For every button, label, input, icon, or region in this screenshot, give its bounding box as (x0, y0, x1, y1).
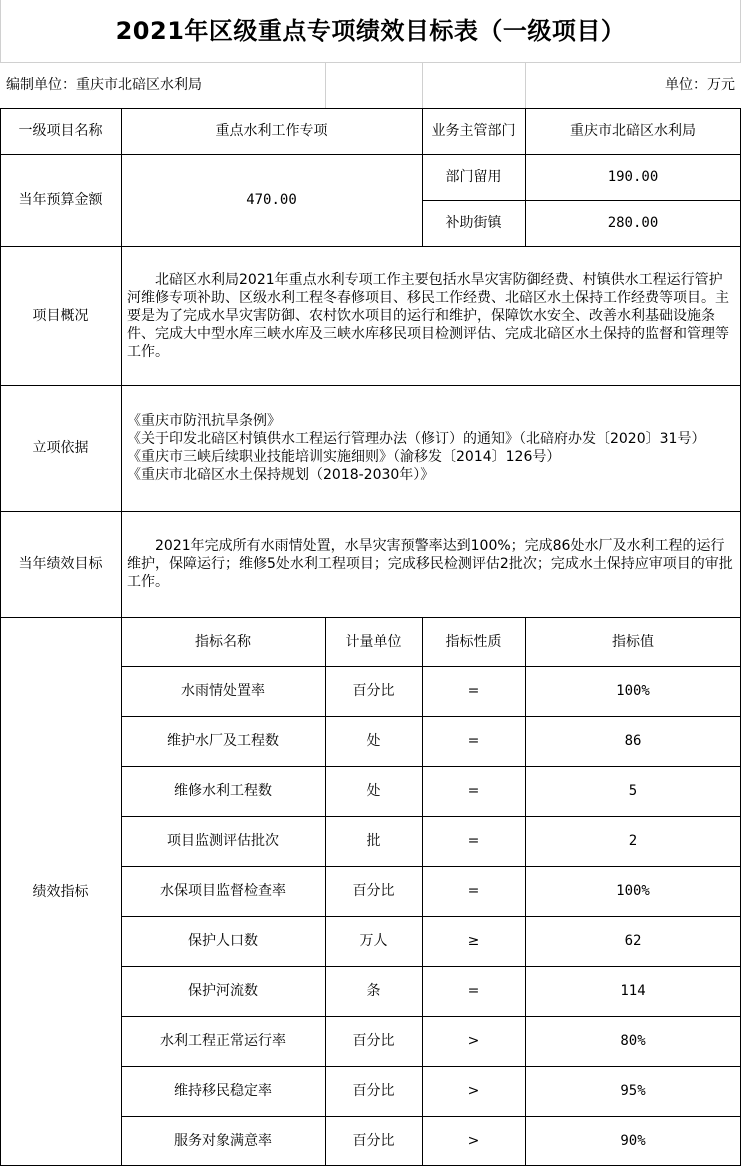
indicator-unit-cell: 处 (366, 733, 381, 749)
indicator-value-cell: 100% (616, 683, 650, 699)
gridline (325, 62, 326, 108)
indicator-nature-cell: = (467, 783, 480, 799)
indicator-name-cell: 项目监测评估批次 (167, 833, 279, 849)
border-line (121, 108, 122, 1166)
compiling-unit: 编制单位：重庆市北碚区水利局 (6, 77, 202, 93)
indicator-value-cell: 100% (616, 883, 650, 899)
budget-total: 470.00 (246, 192, 297, 208)
project-name-value: 重点水利工作专项 (215, 123, 328, 139)
indicator-name-cell: 维修水利工程数 (174, 783, 272, 799)
border-line (121, 766, 741, 767)
indicator-nature-cell: = (467, 833, 480, 849)
border-line (0, 154, 741, 155)
currency-unit: 单位：万元 (665, 77, 735, 93)
indicator-name-cell: 水利工程正常运行率 (160, 1033, 286, 1049)
goal-text-cell (121, 511, 741, 617)
header-indicator-name: 指标名称 (195, 633, 251, 650)
border-line (121, 1116, 741, 1117)
border-line (121, 816, 741, 817)
dept-value: 重庆市北碚区水利局 (570, 123, 696, 139)
indicator-nature-cell: = (467, 883, 480, 899)
border-line (0, 246, 741, 247)
indicator-name-cell: 维护水厂及工程数 (167, 733, 279, 749)
indicator-value-cell: 86 (624, 733, 642, 749)
header-unit: 计量单位 (345, 633, 402, 650)
overview-text-cell (121, 246, 741, 385)
goal-text: 2021年完成所有水雨情处置，水旱灾害预警率达到100%；完成86处水厂及水利工程的运行维护，保障运行；维修5处水利工程项目；完成移民检测评估2批次；完成水土保持应审项目的审批工作。 (127, 538, 733, 590)
border-line (422, 200, 741, 201)
indicator-unit-cell: 百分比 (352, 1033, 395, 1049)
border-line (0, 617, 741, 618)
indicator-value-cell: 90% (620, 1133, 646, 1149)
indicator-value-cell: 114 (620, 983, 646, 999)
goal-label: 当年绩效目标 (18, 556, 103, 572)
indicator-value-cell: 5 (628, 783, 638, 799)
basis-item: 《重庆市三峡后续职业技能培训实施细则》（渝移发〔2014〕126号） (127, 449, 561, 465)
indicator-value-cell: 62 (624, 933, 642, 949)
overview-label: 项目概况 (32, 307, 89, 324)
border-line (121, 866, 741, 867)
border-line (0, 108, 1, 1166)
indicator-nature-cell: = (467, 683, 480, 699)
subsidy-value: 280.00 (607, 215, 659, 231)
border-line (525, 617, 526, 1166)
indicator-nature-cell: = (467, 733, 480, 749)
project-name-label: 一级项目名称 (18, 123, 103, 139)
retained-value: 190.00 (607, 169, 659, 185)
indicator-nature-cell: ≥ (467, 933, 480, 949)
border-line (0, 108, 741, 109)
indicator-unit-cell: 批 (366, 833, 381, 849)
border-line (0, 511, 741, 512)
indicator-unit-cell: 百分比 (352, 1133, 395, 1149)
header-nature: 指标性质 (445, 633, 502, 650)
indicator-name-cell: 服务对象满意率 (174, 1133, 272, 1149)
indicator-nature-cell: = (467, 983, 480, 999)
page-title: 2021年区级重点专项绩效目标表（一级项目） (115, 17, 626, 45)
border-line (121, 716, 741, 717)
subsidy-label: 补助街镇 (445, 215, 502, 231)
indicator-name-cell: 水雨情处置率 (181, 683, 265, 699)
indicator-value-cell: 95% (620, 1083, 646, 1099)
gridline (422, 62, 423, 108)
indicator-nature-cell: > (467, 1033, 480, 1049)
indicator-nature-cell: > (467, 1133, 480, 1149)
indicator-unit-cell: 百分比 (352, 1083, 395, 1099)
border-line (121, 1016, 741, 1017)
border-line (422, 108, 423, 246)
indicator-name-cell: 维持移民稳定率 (174, 1083, 272, 1099)
basis-item: 《重庆市防汛抗旱条例》 (127, 413, 281, 429)
indicator-unit-cell: 百分比 (352, 683, 395, 699)
indicator-unit-cell: 处 (366, 783, 381, 799)
basis-list (121, 385, 741, 511)
basis-item: 《重庆市北碚区水土保持规划（2018-2030年）》 (127, 467, 435, 483)
indicator-name-cell: 水保项目监督检查率 (160, 883, 286, 899)
border-line (121, 966, 741, 967)
indicator-value-cell: 80% (620, 1033, 646, 1049)
indicator-nature-cell: > (467, 1083, 480, 1099)
indicator-value-cell: 2 (628, 833, 638, 849)
basis-item: 《关于印发北碚区村镇供水工程运行管理办法（修订）的通知》（北碚府办发〔2020〕31号） (127, 431, 706, 447)
indicator-unit-cell: 百分比 (352, 883, 395, 899)
dept-label: 业务主管部门 (431, 123, 516, 139)
header-value: 指标值 (612, 633, 654, 650)
border-line (121, 666, 741, 667)
border-line (121, 1066, 741, 1067)
border-line (422, 617, 423, 1166)
border-line (121, 916, 741, 917)
indicator-name-cell: 保护河流数 (188, 983, 258, 999)
indicator-unit-cell: 万人 (359, 933, 388, 949)
indicators-label: 绩效指标 (32, 883, 89, 900)
basis-label: 立项依据 (32, 440, 89, 456)
indicator-unit-cell: 条 (366, 983, 381, 999)
border-line (0, 385, 741, 386)
budget-label: 当年预算金额 (18, 192, 103, 208)
overview-text: 北碚区水利局2021年重点水利专项工作主要包括水旱灾害防御经费、村镇供水工程运行管护河维修专项补助、区级水利工程冬春修项目、移民工作经费、北碚区水土保持工作经费等项目。主要是为了完成水旱灾害防御、农村饮水项目的运行和维护，保障饮水安全、改善水利基础设施条件、完成大中型水库三峡水库及三峡水库移民项目检测评估、完成北碚区水土保持的监督和管理等工作。 (127, 271, 729, 360)
indicator-name-cell: 保护人口数 (188, 933, 258, 949)
retained-label: 部门留用 (445, 169, 502, 185)
border-line (325, 617, 326, 1166)
border-line (525, 108, 526, 246)
